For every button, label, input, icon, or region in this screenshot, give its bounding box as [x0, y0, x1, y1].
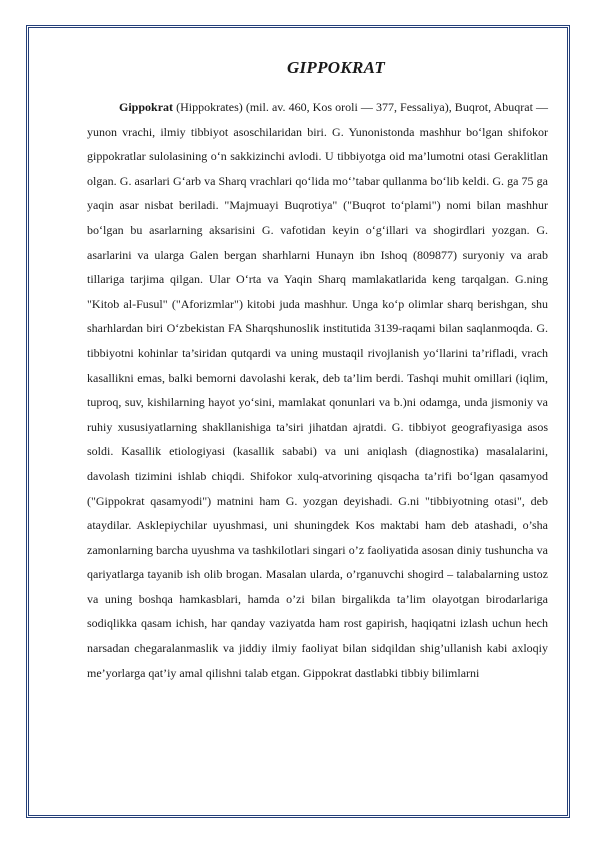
page-title-container [0, 58, 596, 78]
body-paragraph [87, 95, 548, 685]
paragraph-text: (Hippokrates) (mil. av. 460, Kos oroli — 377, Fessaliya), Buqrot, Abuqrat — yunon vrachi, ilmiy tibbiyot asoschilaridan biri. G. Yunonistonda mashhur bo‘lgan shifokor gippokratlar sulolasining o‘n sakkizinchi avlodi. U tibbiyotga oid ma’lumotni otasi Geraklitlan olgan. G. asarlari G‘arb va Sharq vrachlari qo‘lida mo‘’tabar qullanma bo‘lib keldi. G. ga 75 ga yaqin asar nisbat beriladi. "Majmuayi Buqrotiya" ("Buqrot to‘plami") nomi bilan mashhur bo‘lgan bu asarlarning aksarisini G. vafotidan keyin o‘g‘illari va shogirdlari yozgan. G. asarlarini va ularga Galen bergan sharhlarni Hunayn ibn Ishoq (809877) suryoniy va arab tillariga tarjima qilgan. Ular O‘rta va Yaqin Sharq mamlakatlarida keng tarqalgan. G.ning "Kitob al-Fusul" ("Aforizmlar") kitobi juda mashhur. Unga ko‘p olimlar sharq berishgan, shu sharhlardan biri O‘zbekistan FA Sharqshunoslik institutida 3139-raqami bilan saqlanmoqda. G. tibbiyotni kohinlar ta’siridan qutqardi va uning mustaqil rivojlanish yo‘llarini ta’rifladi, vrach kasallikni emas, balki bemorni davolashi kerak, deb ta’lim berdi. Tashqi muhit omillari (iqlim, tuproq, suv, kishilarning hayot yo‘sini, mamlakat qonunlari va b.)ni odamga, unda jismoniy va ruhiy xususiyatlarning shakllanishiga ta’siri jihatdan ajratdi. G. tibbiyot geografiyasiga asos soldi. Kasallik etiologiyasi (kasallik sababi) va uni aniqlash (diagnostika) masalalarini, davolash tizimini ishlab chiqdi. Shifokor xulq-atvorining qisqacha ta’rifi bo‘lgan qasamyod ("Gippokrat qasamyodi") matnini ham G. yozgan deyishadi. G.ni "tibbiyotning otasi", deb ataydilar. Asklepiychilar uyushmasi, uni shuningdek Kos maktabi ham deb atashadi, o’sha zamonlarning barcha uyushma va tashkilotlari singari o’z faoliyatida asosan diniy tushuncha va qariyatlarga tayanib ish olib brogan. Masalan ularda, o’rganuvchi shogird – talabalarning ustoz va uning boshqa hamkasblari, hamda o’zi bilan birgalikda ta’lim olayotgan birodarlariga sodiqlikka qasam ichish, har qanday vaziyatda ham rost gapirish, haqiqatni izlash uchun hech narsadan chegaralanmaslik va jiddiy ilmiy faoliyat bilan sidqildan shig’ullanish kabi axloqiy me’yorlarga qat’iy amal qilishni talab etgan. Gippokrat dastlabki tibbiy bilimlarni [87, 100, 548, 680]
document-body [87, 95, 548, 685]
page-title: GIPPOKRAT [286, 58, 386, 77]
lead-term: Gippokrat [119, 100, 174, 114]
